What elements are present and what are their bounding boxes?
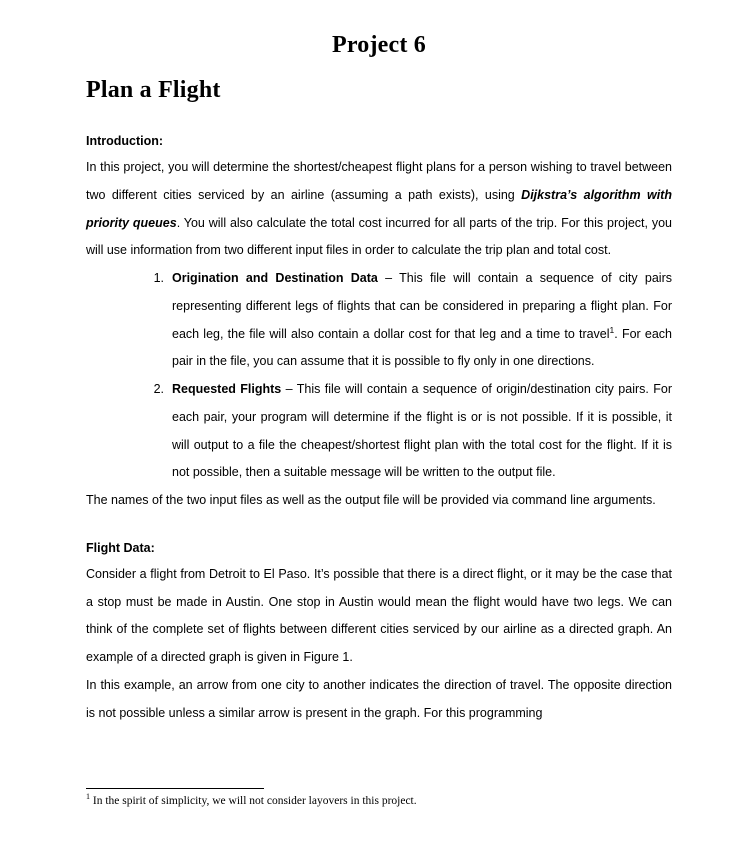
heading-flight-data: Flight Data: [86, 540, 155, 555]
footnote [86, 794, 672, 809]
flight-data-paragraph-1: Consider a flight from Detroit to El Paso. It’s possible that there is a direct flight, or it may be the case that a stop must be made in Austin. One stop in Austin would mean the flight would have two legs. We can think of the complete set of flights between different cities serviced by our airline as a directed graph. An example of a directed graph is given in Figure 1. [86, 566, 672, 664]
footnote-body: In the spirit of simplicity, we will not consider layovers in this project. [90, 795, 417, 808]
page-title: Project 6 [332, 32, 426, 58]
introduction-paragraph [86, 154, 672, 265]
footnote-separator [86, 788, 264, 789]
footnote-marker: 1 [86, 792, 90, 802]
list-item-text-before: – This file will contain a sequence of city pairs representing different legs of flights that can be considered in preparing a flight plan. For each leg, the file will also contain a dollar cost for that leg and a time to travel [172, 271, 672, 341]
list-item-term: Origination and Destination Data [172, 271, 378, 285]
introduction-list [86, 265, 672, 487]
list-item-text-before: – This file will contain a sequence of origin/destination city pairs. For each pair, your program will determine if the flight is or is not possible. If it is possible, it will output to a file the cheapest/shortest flight plan with the total cost for the flight. If it is not possible, then a suitable message will be written to the output file. [172, 382, 673, 480]
intro-emphasis: Dijkstra’s algorithm with priority queues [86, 187, 672, 230]
list-item [130, 376, 672, 487]
footnote-area [86, 788, 672, 809]
flight-data-paragraph-2: In this example, an arrow from one city to another indicates the direction of travel. The opposite direction is not possible unless a similar arrow is present in the graph. For this programming [86, 677, 672, 720]
list-item-text-after: . For each pair in the file, you can assume that it is possible to fly only in one directions. [172, 326, 673, 369]
intro-text-part-2: . You will also calculate the total cost incurred for all parts of the trip. For this project, you will use information from two different input files in order to calculate the trip plan and total cost. [86, 215, 673, 258]
footnote-reference: 1 [609, 324, 615, 335]
list-item [130, 265, 672, 376]
heading-introduction: Introduction: [86, 134, 164, 148]
introduction-closing-paragraph: The names of the two input files as well as the output file will be provided via command line arguments. [86, 493, 656, 507]
page-subtitle: Plan a Flight [86, 77, 221, 103]
intro-text-part-1: In this project, you will determine the shortest/cheapest flight plans for a person wishing to travel between two different cities serviced by an airline (assuming a path exists), using [86, 160, 672, 202]
list-item-term: Requested Flights [172, 382, 282, 396]
